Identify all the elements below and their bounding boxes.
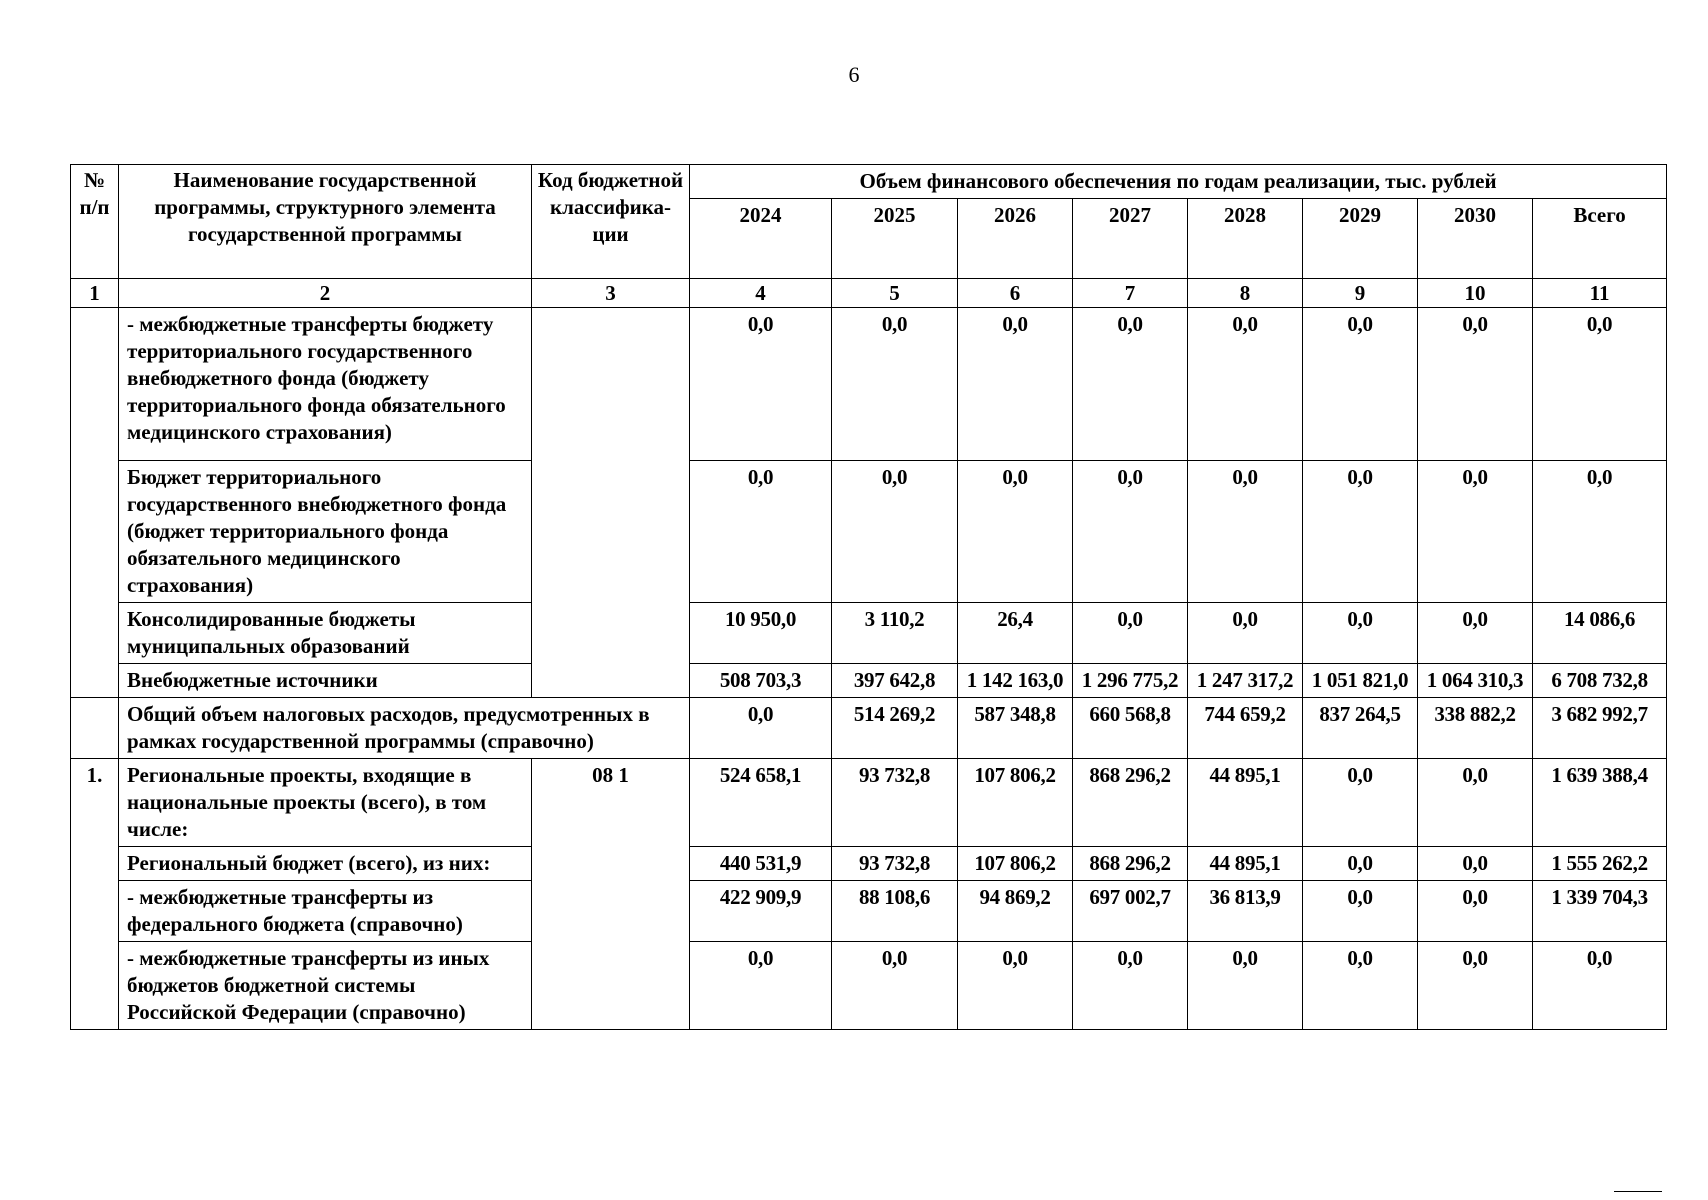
header-row-1 [71, 165, 1667, 199]
value-cell: 338 882,2 [1418, 698, 1533, 759]
value-cell: 0,0 [1418, 881, 1533, 942]
value-cell: 93 732,8 [832, 847, 958, 881]
value-cell: 422 909,9 [690, 881, 832, 942]
header-year: 2030 [1418, 199, 1533, 279]
row-name: - межбюджетные трансферты из федерального бюджета (справочно) [119, 881, 532, 942]
value-cell: 524 658,1 [690, 759, 832, 847]
table-row [71, 698, 1667, 759]
total-cell: 0,0 [1533, 308, 1667, 461]
table-row [71, 664, 1667, 698]
header-name: Наименование государственной программы, структурного элемента государственной программы [119, 165, 532, 279]
value-cell: 0,0 [1418, 942, 1533, 1030]
total-cell: 3 682 992,7 [1533, 698, 1667, 759]
value-cell: 1 142 163,0 [958, 664, 1073, 698]
value-cell: 0,0 [1303, 847, 1418, 881]
header-year: 2024 [690, 199, 832, 279]
index-row [71, 279, 1667, 308]
table-row [71, 308, 1667, 461]
row-name: Региональный бюджет (всего), из них: [119, 847, 532, 881]
table-row [71, 881, 1667, 942]
value-cell: 0,0 [1418, 461, 1533, 603]
value-cell: 0,0 [1188, 308, 1303, 461]
table-row [71, 847, 1667, 881]
header-num: № п/п [71, 165, 119, 279]
value-cell: 744 659,2 [1188, 698, 1303, 759]
header-year: 2026 [958, 199, 1073, 279]
value-cell: 0,0 [832, 942, 958, 1030]
value-cell: 508 703,3 [690, 664, 832, 698]
value-cell: 0,0 [958, 308, 1073, 461]
column-index: 2 [119, 279, 532, 308]
value-cell: 0,0 [958, 942, 1073, 1030]
value-cell: 107 806,2 [958, 759, 1073, 847]
row-name: - межбюджетные трансферты из иных бюджетов бюджетной системы Российской Федерации (справочно) [119, 942, 532, 1030]
row-code-cell [532, 308, 690, 698]
row-name: Консолидированные бюджеты муниципальных образований [119, 603, 532, 664]
value-cell: 0,0 [1073, 942, 1188, 1030]
row-name: Внебюджетные источники [119, 664, 532, 698]
value-cell: 1 064 310,3 [1418, 664, 1533, 698]
row-name: Региональные проекты, входящие в национальные проекты (всего), в том числе: [119, 759, 532, 847]
value-cell: 587 348,8 [958, 698, 1073, 759]
value-cell: 0,0 [1303, 759, 1418, 847]
value-cell: 1 051 821,0 [1303, 664, 1418, 698]
value-cell: 0,0 [1188, 603, 1303, 664]
value-cell: 0,0 [1303, 461, 1418, 603]
value-cell: 0,0 [690, 461, 832, 603]
header-total: Всего [1533, 199, 1667, 279]
header-year: 2027 [1073, 199, 1188, 279]
value-cell: 44 895,1 [1188, 847, 1303, 881]
column-index: 1 [71, 279, 119, 308]
column-index: 10 [1418, 279, 1533, 308]
header-year: 2025 [832, 199, 958, 279]
row-num-cell [71, 308, 119, 698]
value-cell: 0,0 [832, 308, 958, 461]
value-cell: 0,0 [1303, 603, 1418, 664]
row-name: - межбюджетные трансферты бюджету территориального государственного внебюджетного фонда (бюджету территориального фонда обязательного медицинского страхования) [119, 308, 532, 461]
column-index: 4 [690, 279, 832, 308]
header-year: 2029 [1303, 199, 1418, 279]
value-cell: 868 296,2 [1073, 847, 1188, 881]
value-cell: 36 813,9 [1188, 881, 1303, 942]
value-cell: 26,4 [958, 603, 1073, 664]
value-cell: 0,0 [1418, 308, 1533, 461]
total-cell: 14 086,6 [1533, 603, 1667, 664]
total-cell: 0,0 [1533, 942, 1667, 1030]
value-cell: 1 296 775,2 [1073, 664, 1188, 698]
column-index: 11 [1533, 279, 1667, 308]
value-cell: 0,0 [1418, 759, 1533, 847]
value-cell: 44 895,1 [1188, 759, 1303, 847]
value-cell: 868 296,2 [1073, 759, 1188, 847]
value-cell: 0,0 [690, 308, 832, 461]
value-cell: 107 806,2 [958, 847, 1073, 881]
value-cell: 0,0 [1188, 942, 1303, 1030]
value-cell: 0,0 [1303, 308, 1418, 461]
value-cell: 837 264,5 [1303, 698, 1418, 759]
value-cell: 0,0 [1303, 881, 1418, 942]
value-cell: 440 531,9 [690, 847, 832, 881]
header-year: 2028 [1188, 199, 1303, 279]
value-cell: 0,0 [690, 698, 832, 759]
value-cell: 0,0 [1188, 461, 1303, 603]
value-cell: 660 568,8 [1073, 698, 1188, 759]
column-index: 6 [958, 279, 1073, 308]
value-cell: 94 869,2 [958, 881, 1073, 942]
page-edge-line [1614, 1191, 1662, 1192]
table-row [71, 461, 1667, 603]
value-cell: 0,0 [832, 461, 958, 603]
column-index: 7 [1073, 279, 1188, 308]
value-cell: 514 269,2 [832, 698, 958, 759]
header-code: Код бюджетной классифика-ции [532, 165, 690, 279]
value-cell: 0,0 [958, 461, 1073, 603]
value-cell: 0,0 [1073, 308, 1188, 461]
value-cell: 0,0 [1303, 942, 1418, 1030]
value-cell: 697 002,7 [1073, 881, 1188, 942]
total-cell: 6 708 732,8 [1533, 664, 1667, 698]
row-code-cell: 08 1 [532, 759, 690, 1030]
value-cell: 3 110,2 [832, 603, 958, 664]
value-cell: 0,0 [1418, 847, 1533, 881]
column-index: 3 [532, 279, 690, 308]
row-num-cell [71, 698, 119, 759]
value-cell: 0,0 [1073, 603, 1188, 664]
column-index: 9 [1303, 279, 1418, 308]
financing-table [70, 164, 1667, 1030]
total-cell: 0,0 [1533, 461, 1667, 603]
value-cell: 397 642,8 [832, 664, 958, 698]
row-name: Общий объем налоговых расходов, предусмотренных в рамках государственной программы (справочно) [119, 698, 690, 759]
column-index: 5 [832, 279, 958, 308]
row-num-cell: 1. [71, 759, 119, 1030]
column-index: 8 [1188, 279, 1303, 308]
value-cell: 88 108,6 [832, 881, 958, 942]
table-row [71, 942, 1667, 1030]
value-cell: 93 732,8 [832, 759, 958, 847]
page-number: 6 [848, 62, 860, 87]
row-name: Бюджет территориального государственного внебюджетного фонда (бюджет территориального фонда обязательного медицинского страхования) [119, 461, 532, 603]
value-cell: 10 950,0 [690, 603, 832, 664]
value-cell: 0,0 [690, 942, 832, 1030]
header-volume: Объем финансового обеспечения по годам реализации, тыс. рублей [690, 165, 1667, 199]
table-row [71, 759, 1667, 847]
table-row [71, 603, 1667, 664]
value-cell: 1 247 317,2 [1188, 664, 1303, 698]
value-cell: 0,0 [1418, 603, 1533, 664]
total-cell: 1 555 262,2 [1533, 847, 1667, 881]
total-cell: 1 339 704,3 [1533, 881, 1667, 942]
value-cell: 0,0 [1073, 461, 1188, 603]
total-cell: 1 639 388,4 [1533, 759, 1667, 847]
